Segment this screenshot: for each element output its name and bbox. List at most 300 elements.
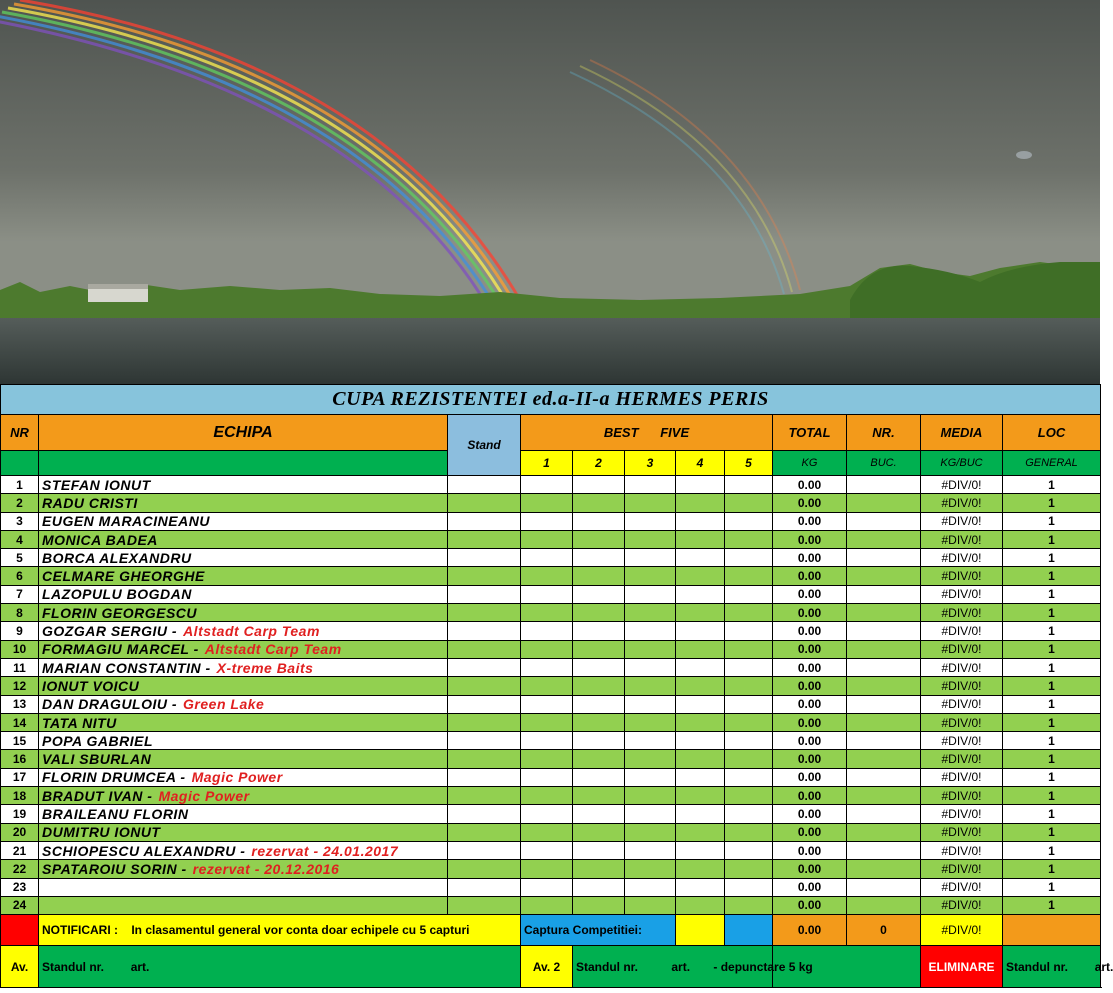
notification-text: In clasamentul general vor conta doar echipele cu 5 capturi bbox=[131, 923, 470, 938]
row-capture-3[interactable] bbox=[625, 640, 676, 658]
row-capture-4[interactable] bbox=[676, 640, 725, 658]
table-row bbox=[1, 640, 1101, 658]
row-capture-4[interactable] bbox=[676, 823, 725, 841]
row-name-cell[interactable] bbox=[39, 878, 448, 896]
row-capture-4[interactable] bbox=[676, 567, 725, 585]
row-name-cell[interactable] bbox=[39, 622, 448, 640]
row-capture-2[interactable] bbox=[573, 695, 625, 713]
row-capture-1[interactable] bbox=[521, 567, 573, 585]
row-capture-3[interactable] bbox=[625, 695, 676, 713]
row-capture-1[interactable] bbox=[521, 530, 573, 548]
row-capture-3[interactable] bbox=[625, 805, 676, 823]
row-name-cell[interactable] bbox=[39, 896, 448, 914]
row-capture-3[interactable] bbox=[625, 567, 676, 585]
row-buc[interactable] bbox=[847, 567, 921, 585]
row-stand[interactable] bbox=[448, 585, 521, 603]
row-stand[interactable] bbox=[448, 750, 521, 768]
row-capture-5[interactable] bbox=[725, 695, 773, 713]
row-capture-2[interactable] bbox=[573, 494, 625, 512]
row-capture-3[interactable] bbox=[625, 823, 676, 841]
row-capture-4[interactable] bbox=[676, 878, 725, 896]
row-capture-1[interactable] bbox=[521, 512, 573, 530]
row-name: FORMAGIU MARCEL - bbox=[42, 641, 199, 658]
row-stand[interactable] bbox=[448, 512, 521, 530]
row-capture-3[interactable] bbox=[625, 768, 676, 786]
eliminare-label: ELIMINARE bbox=[921, 946, 1003, 988]
row-capture-1[interactable] bbox=[521, 713, 573, 731]
row-total: 0.00 bbox=[773, 860, 847, 878]
row-capture-1[interactable] bbox=[521, 549, 573, 567]
col-media-header: MEDIA bbox=[921, 415, 1003, 451]
buc-subheader: BUC. bbox=[847, 451, 921, 476]
row-buc[interactable] bbox=[847, 732, 921, 750]
row-name-cell[interactable] bbox=[39, 787, 448, 805]
row-capture-4[interactable] bbox=[676, 768, 725, 786]
row-capture-1[interactable] bbox=[521, 622, 573, 640]
row-total: 0.00 bbox=[773, 640, 847, 658]
row-name-cell[interactable] bbox=[39, 695, 448, 713]
row-media: #DIV/0! bbox=[921, 787, 1003, 805]
subheader-empty bbox=[1, 451, 39, 476]
row-capture-4[interactable] bbox=[676, 695, 725, 713]
row-media: #DIV/0! bbox=[921, 567, 1003, 585]
row-capture-1[interactable] bbox=[521, 604, 573, 622]
row-capture-4[interactable] bbox=[676, 713, 725, 731]
row-buc[interactable] bbox=[847, 512, 921, 530]
row-stand[interactable] bbox=[448, 640, 521, 658]
row-capture-2[interactable] bbox=[573, 658, 625, 676]
row-name: DAN DRAGULOIU - bbox=[42, 696, 178, 713]
row-capture-3[interactable] bbox=[625, 713, 676, 731]
row-capture-5[interactable] bbox=[725, 494, 773, 512]
row-name: EUGEN MARACINEANU bbox=[42, 513, 210, 530]
row-capture-2[interactable] bbox=[573, 604, 625, 622]
table-row bbox=[1, 713, 1101, 731]
col-nr-buc-header: NR. bbox=[847, 415, 921, 451]
row-capture-2[interactable] bbox=[573, 896, 625, 914]
row-media: #DIV/0! bbox=[921, 530, 1003, 548]
row-capture-1[interactable] bbox=[521, 476, 573, 494]
captura-blue-cell bbox=[725, 915, 773, 946]
row-capture-2[interactable] bbox=[573, 750, 625, 768]
row-buc[interactable] bbox=[847, 549, 921, 567]
row-capture-2[interactable] bbox=[573, 567, 625, 585]
table-row bbox=[1, 823, 1101, 841]
row-capture-4[interactable] bbox=[676, 787, 725, 805]
row-name-cell[interactable] bbox=[39, 585, 448, 603]
row-loc: 1 bbox=[1003, 677, 1101, 695]
row-nr: 9 bbox=[1, 622, 39, 640]
row-buc[interactable] bbox=[847, 640, 921, 658]
row-media: #DIV/0! bbox=[921, 860, 1003, 878]
row-capture-4[interactable] bbox=[676, 750, 725, 768]
table-row bbox=[1, 512, 1101, 530]
row-loc: 1 bbox=[1003, 878, 1101, 896]
row-name: SPATAROIU SORIN - bbox=[42, 860, 187, 877]
row-media: #DIV/0! bbox=[921, 640, 1003, 658]
row-capture-5[interactable] bbox=[725, 512, 773, 530]
row-nr: 11 bbox=[1, 658, 39, 676]
row-stand[interactable] bbox=[448, 494, 521, 512]
row-stand[interactable] bbox=[448, 732, 521, 750]
row-name-cell[interactable] bbox=[39, 841, 448, 859]
row-capture-4[interactable] bbox=[676, 896, 725, 914]
row-capture-5[interactable] bbox=[725, 896, 773, 914]
row-capture-4[interactable] bbox=[676, 530, 725, 548]
row-buc[interactable] bbox=[847, 768, 921, 786]
row-buc[interactable] bbox=[847, 896, 921, 914]
row-capture-5[interactable] bbox=[725, 585, 773, 603]
row-stand[interactable] bbox=[448, 860, 521, 878]
row-capture-4[interactable] bbox=[676, 476, 725, 494]
row-stand[interactable] bbox=[448, 567, 521, 585]
col-echipa-header: ECHIPA bbox=[39, 415, 448, 451]
row-capture-5[interactable] bbox=[725, 750, 773, 768]
row-capture-5[interactable] bbox=[725, 732, 773, 750]
results-table bbox=[0, 384, 1113, 988]
row-media: #DIV/0! bbox=[921, 677, 1003, 695]
row-buc[interactable] bbox=[847, 695, 921, 713]
row-nr: 6 bbox=[1, 567, 39, 585]
row-name-cell[interactable] bbox=[39, 604, 448, 622]
row-capture-3[interactable] bbox=[625, 750, 676, 768]
general-subheader: GENERAL bbox=[1003, 451, 1101, 476]
row-total: 0.00 bbox=[773, 494, 847, 512]
row-capture-5[interactable] bbox=[725, 860, 773, 878]
row-capture-5[interactable] bbox=[725, 787, 773, 805]
depunctare-label: - depunctare 5 kg bbox=[713, 959, 813, 974]
row-capture-2[interactable] bbox=[573, 512, 625, 530]
row-capture-2[interactable] bbox=[573, 530, 625, 548]
row-capture-1[interactable] bbox=[521, 878, 573, 896]
row-name-cell[interactable] bbox=[39, 658, 448, 676]
row-stand[interactable] bbox=[448, 530, 521, 548]
row-capture-1[interactable] bbox=[521, 768, 573, 786]
row-capture-1[interactable] bbox=[521, 841, 573, 859]
row-nr: 8 bbox=[1, 604, 39, 622]
row-media: #DIV/0! bbox=[921, 622, 1003, 640]
row-stand[interactable] bbox=[448, 878, 521, 896]
row-loc: 1 bbox=[1003, 640, 1101, 658]
footer-av2: Av. 2 bbox=[521, 946, 573, 988]
row-media: #DIV/0! bbox=[921, 713, 1003, 731]
row-name: VALI SBURLAN bbox=[42, 751, 152, 768]
row-capture-5[interactable] bbox=[725, 658, 773, 676]
row-media: #DIV/0! bbox=[921, 512, 1003, 530]
row-capture-3[interactable] bbox=[625, 677, 676, 695]
row-loc: 1 bbox=[1003, 841, 1101, 859]
row-buc[interactable] bbox=[847, 677, 921, 695]
row-buc[interactable] bbox=[847, 494, 921, 512]
row-name-cell[interactable] bbox=[39, 713, 448, 731]
row-buc[interactable] bbox=[847, 476, 921, 494]
row-nr: 1 bbox=[1, 476, 39, 494]
row-loc: 1 bbox=[1003, 622, 1101, 640]
row-capture-3[interactable] bbox=[625, 549, 676, 567]
row-total: 0.00 bbox=[773, 732, 847, 750]
row-buc[interactable] bbox=[847, 658, 921, 676]
row-capture-5[interactable] bbox=[725, 677, 773, 695]
row-capture-2[interactable] bbox=[573, 677, 625, 695]
row-buc[interactable] bbox=[847, 622, 921, 640]
row-buc[interactable] bbox=[847, 841, 921, 859]
row-capture-3[interactable] bbox=[625, 604, 676, 622]
row-capture-3[interactable] bbox=[625, 530, 676, 548]
row-nr: 15 bbox=[1, 732, 39, 750]
row-stand[interactable] bbox=[448, 787, 521, 805]
row-capture-4[interactable] bbox=[676, 622, 725, 640]
row-loc: 1 bbox=[1003, 713, 1101, 731]
row-loc: 1 bbox=[1003, 604, 1101, 622]
row-stand[interactable] bbox=[448, 476, 521, 494]
row-capture-4[interactable] bbox=[676, 658, 725, 676]
row-capture-3[interactable] bbox=[625, 732, 676, 750]
row-stand[interactable] bbox=[448, 622, 521, 640]
row-team: Green Lake bbox=[183, 696, 265, 713]
row-nr: 16 bbox=[1, 750, 39, 768]
five-label: FIVE bbox=[660, 425, 690, 440]
row-loc: 1 bbox=[1003, 860, 1101, 878]
row-buc[interactable] bbox=[847, 823, 921, 841]
table-row bbox=[1, 768, 1101, 786]
row-capture-5[interactable] bbox=[725, 823, 773, 841]
row-loc: 1 bbox=[1003, 476, 1101, 494]
row-capture-4[interactable] bbox=[676, 512, 725, 530]
row-capture-3[interactable] bbox=[625, 658, 676, 676]
table-row bbox=[1, 677, 1101, 695]
row-name-cell[interactable] bbox=[39, 549, 448, 567]
row-capture-4[interactable] bbox=[676, 805, 725, 823]
row-team: rezervat - 24.01.2017 bbox=[251, 842, 399, 859]
row-total: 0.00 bbox=[773, 713, 847, 731]
row-stand[interactable] bbox=[448, 658, 521, 676]
notification-label: NOTIFICARI : bbox=[42, 923, 118, 938]
row-capture-2[interactable] bbox=[573, 622, 625, 640]
row-name-cell[interactable] bbox=[39, 860, 448, 878]
kg-subheader: KG bbox=[773, 451, 847, 476]
row-name-cell[interactable] bbox=[39, 768, 448, 786]
row-capture-2[interactable] bbox=[573, 841, 625, 859]
row-team: Altstadt Carp Team bbox=[204, 641, 342, 658]
row-capture-4[interactable] bbox=[676, 732, 725, 750]
row-name-cell[interactable] bbox=[39, 823, 448, 841]
row-capture-1[interactable] bbox=[521, 805, 573, 823]
row-capture-3[interactable] bbox=[625, 878, 676, 896]
row-capture-5[interactable] bbox=[725, 640, 773, 658]
row-capture-1[interactable] bbox=[521, 695, 573, 713]
row-capture-1[interactable] bbox=[521, 860, 573, 878]
row-stand[interactable] bbox=[448, 713, 521, 731]
row-nr: 5 bbox=[1, 549, 39, 567]
footer-row bbox=[1, 946, 1101, 988]
row-nr: 23 bbox=[1, 878, 39, 896]
table-row bbox=[1, 494, 1101, 512]
row-capture-4[interactable] bbox=[676, 549, 725, 567]
row-capture-4[interactable] bbox=[676, 860, 725, 878]
table-row bbox=[1, 530, 1101, 548]
notification-red-marker bbox=[1, 915, 39, 946]
table-row bbox=[1, 567, 1101, 585]
row-total: 0.00 bbox=[773, 567, 847, 585]
notification-cell bbox=[39, 915, 521, 946]
row-capture-4[interactable] bbox=[676, 841, 725, 859]
row-capture-5[interactable] bbox=[725, 622, 773, 640]
table-row bbox=[1, 604, 1101, 622]
row-stand[interactable] bbox=[448, 823, 521, 841]
art-3-label: art. bbox=[1094, 959, 1113, 974]
row-name-cell[interactable] bbox=[39, 494, 448, 512]
row-buc[interactable] bbox=[847, 585, 921, 603]
row-media: #DIV/0! bbox=[921, 732, 1003, 750]
row-capture-1[interactable] bbox=[521, 787, 573, 805]
row-capture-5[interactable] bbox=[725, 713, 773, 731]
art-1-label: art. bbox=[130, 959, 150, 974]
row-name-cell[interactable] bbox=[39, 732, 448, 750]
art-2-label: art. bbox=[671, 959, 691, 974]
row-capture-5[interactable] bbox=[725, 549, 773, 567]
standul-1-label: Standul nr. bbox=[42, 959, 105, 974]
row-media: #DIV/0! bbox=[921, 658, 1003, 676]
row-capture-2[interactable] bbox=[573, 713, 625, 731]
row-capture-2[interactable] bbox=[573, 860, 625, 878]
row-capture-2[interactable] bbox=[573, 476, 625, 494]
row-capture-5[interactable] bbox=[725, 805, 773, 823]
row-capture-3[interactable] bbox=[625, 585, 676, 603]
row-name-cell[interactable] bbox=[39, 567, 448, 585]
row-capture-1[interactable] bbox=[521, 658, 573, 676]
row-stand[interactable] bbox=[448, 841, 521, 859]
row-nr: 18 bbox=[1, 787, 39, 805]
row-capture-1[interactable] bbox=[521, 896, 573, 914]
row-capture-2[interactable] bbox=[573, 732, 625, 750]
row-media: #DIV/0! bbox=[921, 604, 1003, 622]
row-capture-5[interactable] bbox=[725, 841, 773, 859]
row-capture-1[interactable] bbox=[521, 640, 573, 658]
standul-2-label: Standul nr. bbox=[576, 959, 639, 974]
row-capture-4[interactable] bbox=[676, 677, 725, 695]
row-capture-2[interactable] bbox=[573, 823, 625, 841]
row-media: #DIV/0! bbox=[921, 878, 1003, 896]
row-capture-4[interactable] bbox=[676, 585, 725, 603]
row-name: LAZOPULU BOGDAN bbox=[42, 586, 192, 603]
row-buc[interactable] bbox=[847, 878, 921, 896]
row-capture-3[interactable] bbox=[625, 841, 676, 859]
row-buc[interactable] bbox=[847, 530, 921, 548]
row-stand[interactable] bbox=[448, 695, 521, 713]
row-capture-3[interactable] bbox=[625, 622, 676, 640]
row-capture-3[interactable] bbox=[625, 476, 676, 494]
captura-label: Captura Competitiei: bbox=[521, 915, 676, 946]
row-capture-2[interactable] bbox=[573, 549, 625, 567]
landscape-illustration bbox=[0, 0, 1100, 384]
row-capture-4[interactable] bbox=[676, 494, 725, 512]
row-capture-5[interactable] bbox=[725, 567, 773, 585]
row-stand[interactable] bbox=[448, 549, 521, 567]
captura-yellow-cell bbox=[676, 915, 725, 946]
row-loc: 1 bbox=[1003, 567, 1101, 585]
row-buc[interactable] bbox=[847, 860, 921, 878]
row-name: POPA GABRIEL bbox=[42, 732, 154, 749]
row-buc[interactable] bbox=[847, 787, 921, 805]
row-buc[interactable] bbox=[847, 750, 921, 768]
col-loc-header: LOC bbox=[1003, 415, 1101, 451]
row-capture-3[interactable] bbox=[625, 494, 676, 512]
row-capture-1[interactable] bbox=[521, 585, 573, 603]
row-team: Altstadt Carp Team bbox=[183, 623, 320, 640]
row-capture-1[interactable] bbox=[521, 823, 573, 841]
best-label: BEST bbox=[603, 425, 639, 440]
row-total: 0.00 bbox=[773, 604, 847, 622]
row-capture-2[interactable] bbox=[573, 787, 625, 805]
subheader-empty bbox=[39, 451, 448, 476]
row-team: X-treme Baits bbox=[216, 659, 314, 676]
row-name-cell[interactable] bbox=[39, 476, 448, 494]
row-stand[interactable] bbox=[448, 805, 521, 823]
kg-buc-subheader: KG/BUC bbox=[921, 451, 1003, 476]
row-capture-3[interactable] bbox=[625, 860, 676, 878]
row-name-cell[interactable] bbox=[39, 512, 448, 530]
footer-standul-1 bbox=[39, 946, 521, 988]
footer-av: Av. bbox=[1, 946, 39, 988]
results-rows bbox=[1, 476, 1101, 915]
row-total: 0.00 bbox=[773, 622, 847, 640]
row-capture-2[interactable] bbox=[573, 805, 625, 823]
col-nr-header: NR bbox=[1, 415, 39, 451]
row-stand[interactable] bbox=[448, 604, 521, 622]
row-name: BRAILEANU FLORIN bbox=[42, 805, 189, 822]
row-capture-2[interactable] bbox=[573, 640, 625, 658]
row-buc[interactable] bbox=[847, 604, 921, 622]
row-capture-3[interactable] bbox=[625, 512, 676, 530]
col-total-header: TOTAL bbox=[773, 415, 847, 451]
row-media: #DIV/0! bbox=[921, 494, 1003, 512]
row-name-cell[interactable] bbox=[39, 750, 448, 768]
row-capture-1[interactable] bbox=[521, 677, 573, 695]
notif-buc: 0 bbox=[847, 915, 921, 946]
row-buc[interactable] bbox=[847, 713, 921, 731]
row-loc: 1 bbox=[1003, 494, 1101, 512]
row-capture-3[interactable] bbox=[625, 896, 676, 914]
row-capture-2[interactable] bbox=[573, 878, 625, 896]
row-capture-5[interactable] bbox=[725, 476, 773, 494]
row-loc: 1 bbox=[1003, 896, 1101, 914]
row-stand[interactable] bbox=[448, 768, 521, 786]
row-capture-2[interactable] bbox=[573, 585, 625, 603]
row-media: #DIV/0! bbox=[921, 476, 1003, 494]
row-name-cell[interactable] bbox=[39, 530, 448, 548]
row-name-cell[interactable] bbox=[39, 677, 448, 695]
row-capture-1[interactable] bbox=[521, 494, 573, 512]
row-name-cell[interactable] bbox=[39, 640, 448, 658]
row-loc: 1 bbox=[1003, 549, 1101, 567]
row-capture-3[interactable] bbox=[625, 787, 676, 805]
row-buc[interactable] bbox=[847, 805, 921, 823]
table-row bbox=[1, 549, 1101, 567]
row-stand[interactable] bbox=[448, 677, 521, 695]
row-capture-1[interactable] bbox=[521, 732, 573, 750]
row-capture-1[interactable] bbox=[521, 750, 573, 768]
row-capture-5[interactable] bbox=[725, 604, 773, 622]
row-capture-4[interactable] bbox=[676, 604, 725, 622]
row-total: 0.00 bbox=[773, 896, 847, 914]
row-name-cell[interactable] bbox=[39, 805, 448, 823]
row-capture-5[interactable] bbox=[725, 530, 773, 548]
row-capture-5[interactable] bbox=[725, 878, 773, 896]
row-total: 0.00 bbox=[773, 695, 847, 713]
row-capture-5[interactable] bbox=[725, 768, 773, 786]
row-capture-2[interactable] bbox=[573, 768, 625, 786]
row-stand[interactable] bbox=[448, 896, 521, 914]
